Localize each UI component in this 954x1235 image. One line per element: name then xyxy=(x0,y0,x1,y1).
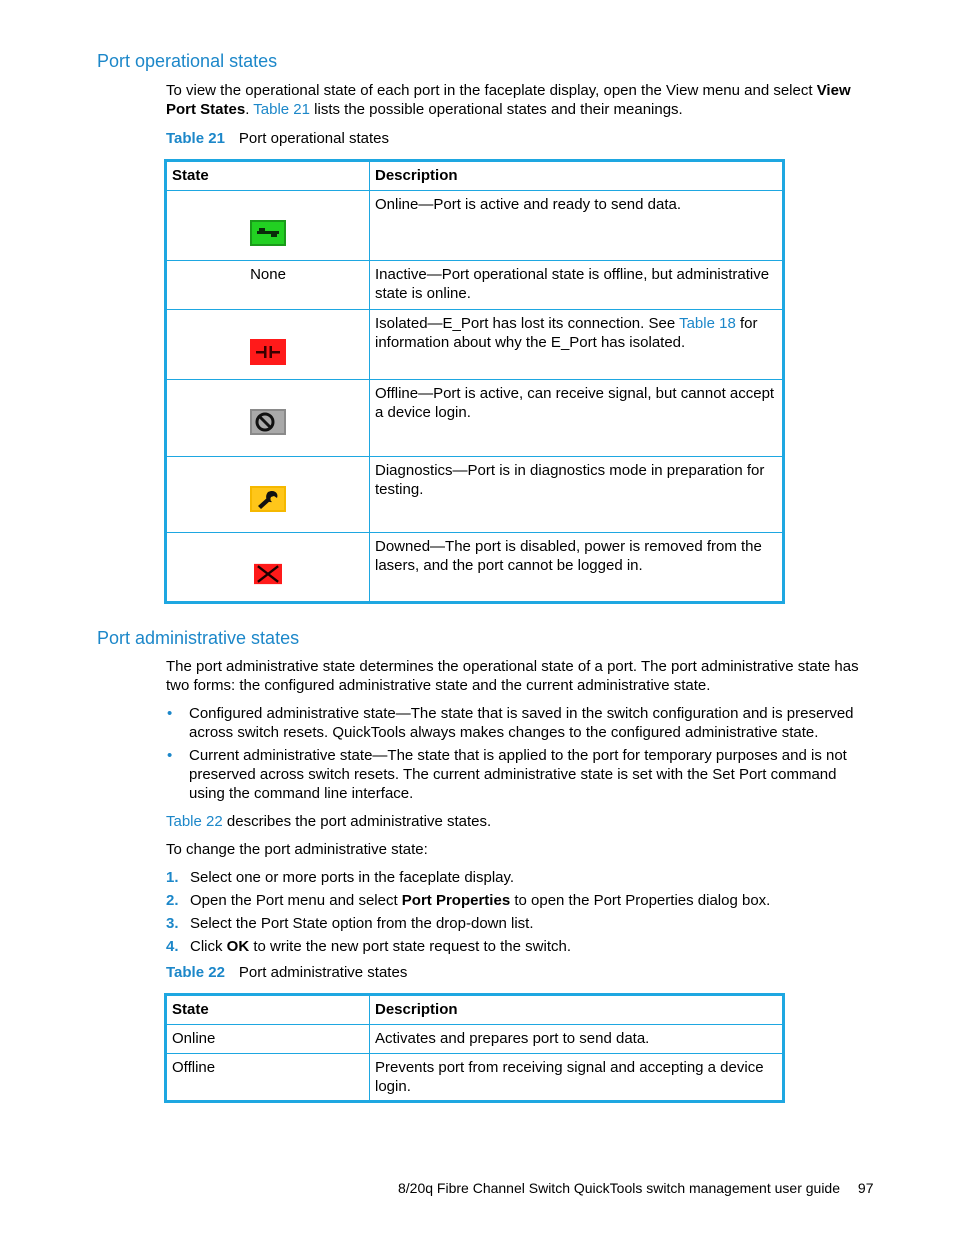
table-21-link[interactable]: Table 21 xyxy=(253,101,310,118)
description-cell: Prevents port from receiving signal and accepting a device login. xyxy=(370,1054,784,1102)
table-18-link[interactable]: Table 18 xyxy=(679,315,736,332)
table-row xyxy=(166,261,784,310)
description-cell: Online—Port is active and ready to send data. xyxy=(370,191,784,261)
column-header-state: State xyxy=(166,161,370,191)
table-row xyxy=(166,310,784,380)
table-row xyxy=(166,1025,784,1054)
description-cell: Activates and prepares port to send data. xyxy=(370,1025,784,1054)
operational-states-table xyxy=(164,159,785,604)
table-22-reference: Table 22 describes the port administrative states. xyxy=(166,813,492,830)
change-state-steps xyxy=(166,868,866,960)
state-cell xyxy=(166,533,370,603)
description-cell: Offline—Port is active, can receive signal, but cannot accept a device login. xyxy=(370,380,784,457)
table-21-caption: Table 21 Port operational states xyxy=(166,130,390,147)
step-item: 1. Select one or more ports in the faceplate display. xyxy=(166,869,515,886)
table-header-row xyxy=(166,995,784,1025)
list-item: • Current administrative state—The state that is applied to the port for temporary purposes and is not preserved across switch resets. The current administrative state is set with the Set Port command using the command line interface. xyxy=(167,747,847,802)
page-footer xyxy=(398,1180,873,1196)
table-row xyxy=(166,380,784,457)
online-green-icon xyxy=(250,220,286,246)
column-header-description: Description xyxy=(370,995,784,1025)
isolated-red-icon xyxy=(250,339,286,365)
state-cell: None xyxy=(166,261,370,310)
table-22-caption: Table 22 Port administrative states xyxy=(166,964,408,981)
change-state-intro: To change the port administrative state: xyxy=(166,841,428,858)
bullet-icon: • xyxy=(167,705,173,722)
table-row xyxy=(166,457,784,533)
administrative-intro: The port administrative state determines the operational state of a port. The port administrative state has two forms: the configured administrative state and the current administrative state. xyxy=(166,658,859,694)
state-cell xyxy=(166,191,370,261)
offline-prohibited-icon xyxy=(250,409,286,435)
step-item: 4. Click OK to write the new port state request to the switch. xyxy=(166,938,571,955)
downed-red-x-icon xyxy=(254,562,282,586)
diagnostics-wrench-icon xyxy=(250,486,286,512)
administrative-bullet-list xyxy=(165,704,875,807)
state-cell xyxy=(166,310,370,380)
section-heading-operational: Port operational states xyxy=(97,51,278,71)
column-header-description: Description xyxy=(370,161,784,191)
step-item: 2. Open the Port menu and select Port Properties to open the Port Properties dialog box. xyxy=(166,892,771,909)
state-cell: Offline xyxy=(166,1054,370,1102)
table-row xyxy=(166,191,784,261)
table-row xyxy=(166,1054,784,1102)
description-cell: Diagnostics—Port is in diagnostics mode in preparation for testing. xyxy=(370,457,784,533)
description-cell: Isolated—E_Port has lost its connection. See Table 18 for information about why the E_Port has isolated. xyxy=(370,310,784,380)
bullet-icon: • xyxy=(167,747,173,764)
table-row xyxy=(166,533,784,603)
state-cell xyxy=(166,380,370,457)
step-item: 3. Select the Port State option from the drop-down list. xyxy=(166,915,534,932)
list-item: • Configured administrative state—The state that is saved in the switch configuration and is preserved across switch resets. QuickTools always makes changes to the configured administrative state. xyxy=(167,705,854,741)
administrative-states-table xyxy=(164,993,785,1103)
operational-intro: To view the operational state of each port in the faceplate display, open the View menu and select View Port States. Table 21 lists the possible operational states and their meanings. xyxy=(166,82,851,118)
description-cell: Downed—The port is disabled, power is removed from the lasers, and the port cannot be logged in. xyxy=(370,533,784,603)
section-heading-administrative: Port administrative states xyxy=(97,628,300,648)
table-22-link[interactable]: Table 22 xyxy=(166,813,223,830)
table-header-row xyxy=(166,161,784,191)
state-cell: Online xyxy=(166,1025,370,1054)
column-header-state: State xyxy=(166,995,370,1025)
description-cell: Inactive—Port operational state is offline, but administrative state is online. xyxy=(370,261,784,310)
state-cell xyxy=(166,457,370,533)
page-number: 97 xyxy=(857,1180,874,1196)
footer-title: 8/20q Fibre Channel Switch QuickTools switch management user guide xyxy=(398,1180,841,1196)
